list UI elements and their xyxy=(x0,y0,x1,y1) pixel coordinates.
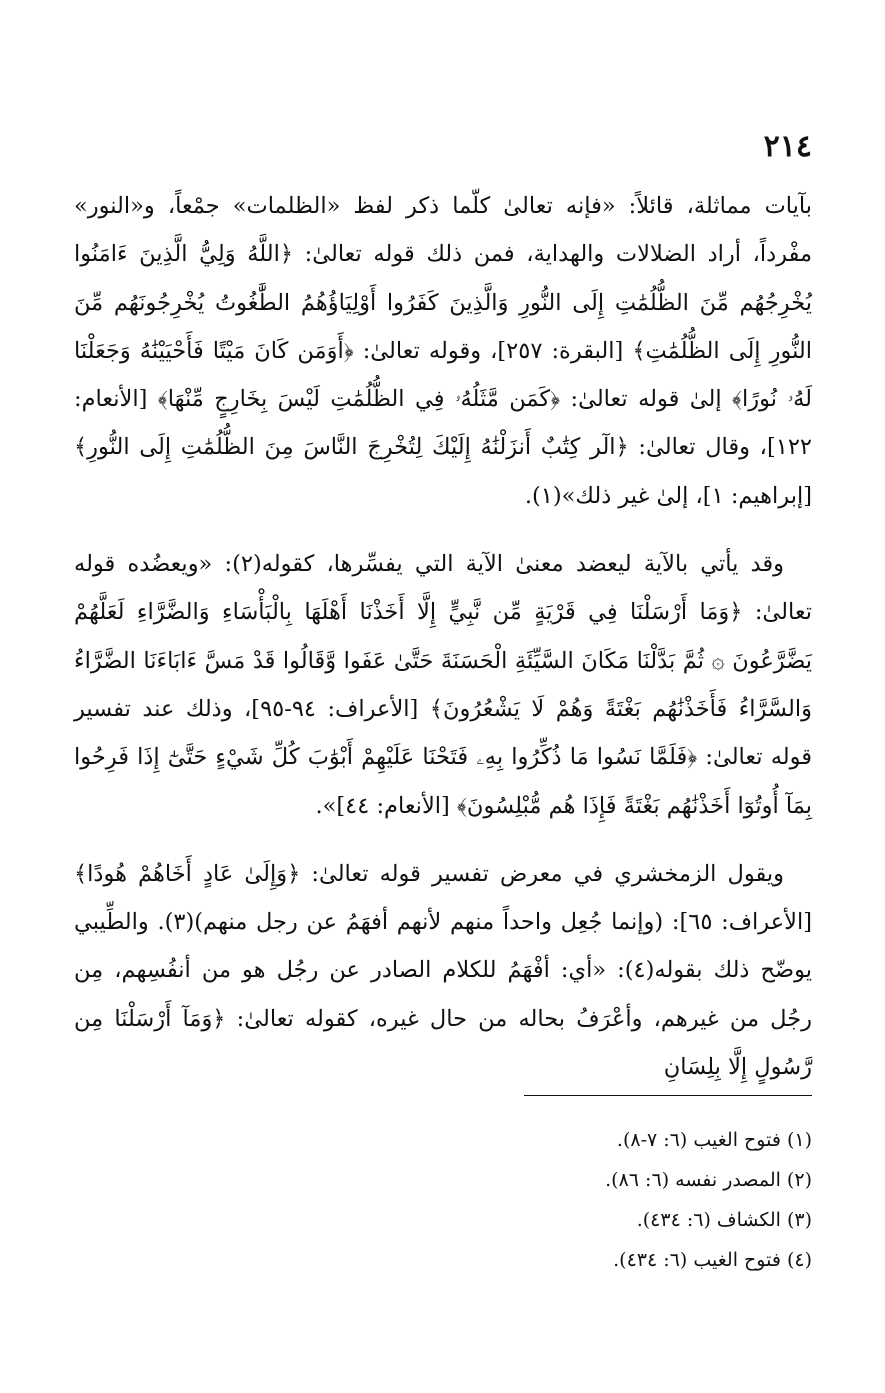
footnote-1: (١) فتوح الغيب (٦: ٧-٨). xyxy=(616,1129,812,1151)
footnotes xyxy=(452,1120,812,1280)
main-text xyxy=(74,182,812,1111)
footnote-3: (٣) الكشاف (٦: ٤٣٤). xyxy=(636,1209,812,1231)
footnote-divider xyxy=(524,1095,812,1096)
footnote-4: (٤) فتوح الغيب (٦: ٤٣٤). xyxy=(613,1249,812,1271)
footnote-2: (٢) المصدر نفسه (٦: ٨٦). xyxy=(605,1169,812,1191)
paragraph-1: بآيات مماثلة، قائلاً: «فإنه تعالىٰ كلّما ذكر لفظ «الظلمات» جمْعاً، و«النور» مفْرداً، أراد الضلالات والهداية، فمن ذلك قوله تعالىٰ: ﴿اللَّهُ وَلِيُّ الَّذِينَ ءَامَنُوا يُخْرِجُهُم مِّنَ الظُّلُمَٰتِ إِلَى النُّورِ وَالَّذِينَ كَفَرُوا أَوْلِيَاؤُهُمُ الطَّٰغُوتُ يُخْرِجُونَهُم مِّنَ النُّورِ إِلَى الظُّلُمَٰتِ﴾ [البقرة: ٢٥٧]، وقوله تعالىٰ: ﴿أَوَمَن كَانَ مَيْتًا فَأَحْيَيْنَٰهُ وَجَعَلْنَا لَهُۥ نُورًا﴾ إلىٰ قوله تعالىٰ: ﴿كَمَن مَّثَلُهُۥ فِي الظُّلُمَٰتِ لَيْسَ بِخَارِجٍ مِّنْهَا﴾ [الأنعام: ١٢٢]، وقال تعالىٰ: ﴿الٓر كِتَٰبٌ أَنزَلْنَٰهُ إِلَيْكَ لِتُخْرِجَ النَّاسَ مِنَ الظُّلُمَٰتِ إِلَى النُّورِ﴾ [إبراهيم: ١]، إلىٰ غير ذلك»(١). xyxy=(74,193,812,509)
paragraph-3: ويقول الزمخشري في معرض تفسير قوله تعالىٰ: ﴿وَإِلَىٰ عَادٍ أَخَاهُمْ هُودًا﴾ [الأعراف: ٦٥]: (وإنما جُعِل واحداً منهم لأنهم أفهَمُ عن رجل منهم)(٣). والطِّيبي يوضّح ذلك بقوله(٤): «أي: أفْهَمُ للكلام الصادر عن رجُل هو من أنفُسِهم، مِن رجُل من غيرهم، وأعْرَفُ بحاله من حال غيره، كقوله تعالىٰ: ﴿وَمَآ أَرْسَلْنَا مِن رَّسُولٍ إِلَّا بِلِسَانِ xyxy=(74,860,812,1081)
page-number: ٢١٤ xyxy=(763,129,812,164)
paragraph-2: وقد يأتي بالآية ليعضد معنىٰ الآية التي يفسِّرها، كقوله(٢): «ويعضُده قوله تعالىٰ: ﴿وَمَا أَرْسَلْنَا فِي قَرْيَةٍ مِّن نَّبِيٍّ إِلَّا أَخَذْنَا أَهْلَهَا بِالْبَأْسَاءِ وَالضَّرَّاءِ لَعَلَّهُمْ يَضَّرَّعُونَ ۞ ثُمَّ بَدَّلْنَا مَكَانَ السَّيِّئَةِ الْحَسَنَةَ حَتَّىٰ عَفَوا وَّقَالُوا قَدْ مَسَّ ءَابَاءَنَا الضَّرَّاءُ وَالسَّرَّاءُ فَأَخَذْنَٰهُم بَغْتَةً وَهُمْ لَا يَشْعُرُونَ﴾ [الأعراف: ٩٤-٩٥]، وذلك عند تفسير قوله تعالىٰ: ﴿فَلَمَّا نَسُوا مَا ذُكِّرُوا بِهِۦ فَتَحْنَا عَلَيْهِمْ أَبْوَٰبَ كُلِّ شَيْءٍ حَتَّىٰٓ إِذَا فَرِحُوا بِمَآ أُوتُوٓا أَخَذْنَٰهُم بَغْتَةً فَإِذَا هُم مُّبْلِسُونَ﴾ [الأنعام: ٤٤]». xyxy=(74,551,812,819)
